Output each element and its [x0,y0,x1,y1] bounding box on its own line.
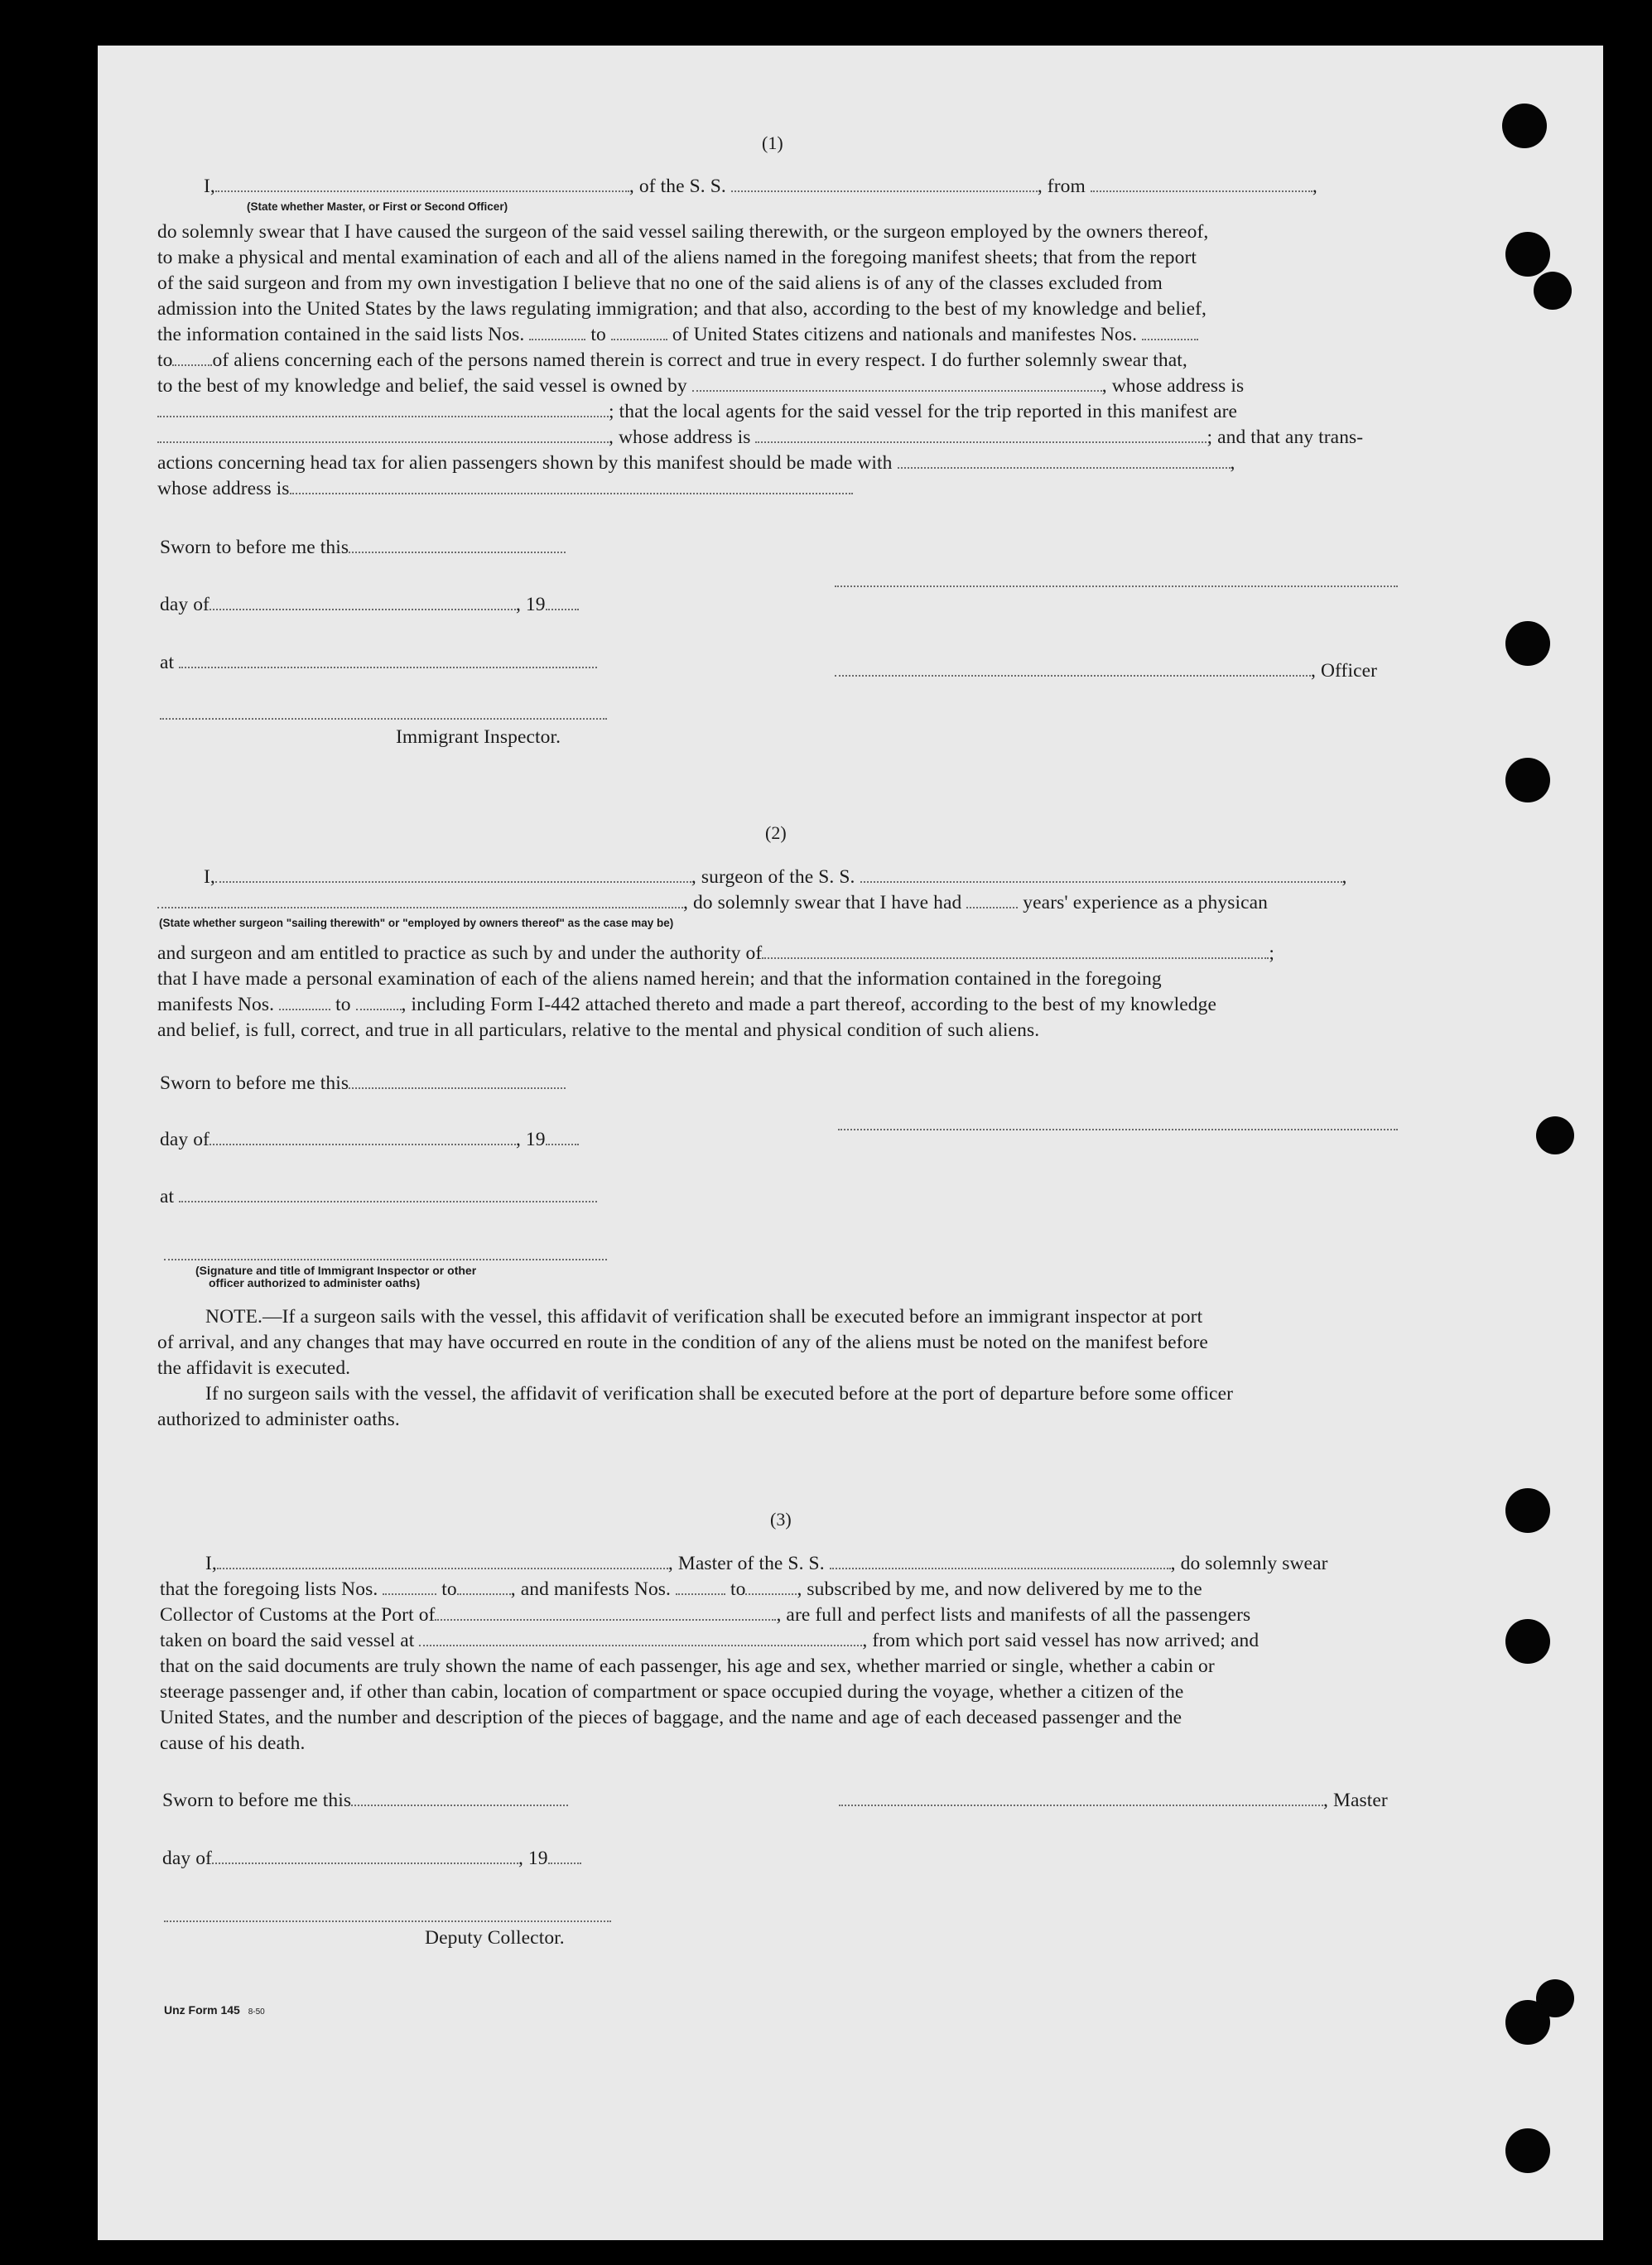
s1-year-field[interactable] [546,606,579,610]
s3-nineteen: , 19 [518,1848,548,1869]
punch-hole [1502,104,1547,148]
s1-l11-a: actions concerning head tax for alien passengers shown by this manifest should be made with [157,452,893,474]
s2-at [160,1186,597,1208]
s2-month-field[interactable] [210,1141,516,1145]
s3-l2-b: to [441,1578,457,1600]
s1-line-2: do solemnly swear that I have caused the surgeon of the said vessel sailing therewith, or the surgeon employed by the owners thereof, [157,221,1209,243]
head-tax-address-field[interactable] [290,490,853,494]
s1-dayof-label: day of [160,594,210,615]
s3-deputy-line[interactable] [164,1920,611,1922]
s3-l1-c: , do solemnly swear [1170,1553,1328,1574]
vessel-name-field[interactable] [731,188,1038,192]
master-name-field[interactable] [217,1565,668,1569]
s2-sworn [160,1072,566,1095]
s1-l12: whose address is [157,478,290,499]
customs-port-field[interactable] [435,1617,776,1621]
s1-l1-a: I, [204,176,215,197]
punch-hole [1536,1116,1574,1154]
s1-line-5: admission into the United States by the laws regulating immigration; and that also, according to the best of my knowledge and belief, [157,298,1207,320]
s1-nineteen: , 19 [515,594,546,615]
s2-l5-c: , including Form I-442 attached thereto and made a part thereof, according to the best of my knowledge [401,994,1217,1015]
s2-l1-a: I, [204,866,215,888]
punch-hole [1534,272,1572,310]
s1-l6-c: of United States citizens and nationals and manifestes Nos. [672,324,1138,345]
practice-authority-field[interactable] [762,955,1269,959]
s3-line-3 [160,1604,1250,1626]
s3-l2-a: that the foregoing lists Nos. [160,1578,378,1600]
s3-vessel-field[interactable] [830,1565,1171,1569]
s3-l2-c: , and manifests Nos. [510,1578,672,1600]
s3-line-5: that on the said documents are truly shown the name of each passenger, his age and sex, whether married or single, whether a cabin or [160,1655,1215,1677]
s2-line-3 [157,942,1274,965]
s1-at-label: at [160,652,175,673]
form-number-label: Unz Form 145 [164,2003,240,2017]
s2-line-6: and belief, is full, correct, and true in all particulars, relative to the mental and physical condition of such aliens. [157,1019,1040,1041]
s2-l1-b: , surgeon of the S. S. [691,866,855,888]
surgeon-type-field[interactable] [157,904,683,908]
s2-dayof-label: day of [160,1129,210,1150]
s1-line-4: of the said surgeon and from my own investigation I believe that no one of the said aliens is of any of the classes excluded from [157,272,1163,294]
s1-line-11 [157,452,1235,475]
manifests-from-field[interactable] [1142,336,1198,340]
s1-signature-line[interactable] [835,586,1398,587]
s2-note-4: If no surgeon sails with the vessel, the affidavit of verification shall be executed before at the port of departure before some officer [205,1383,1234,1405]
s2-line-5 [157,994,1216,1016]
s3-master-signature-field[interactable] [839,1802,1323,1806]
section-3-number: (3) [770,1509,792,1530]
punch-hole [1505,2000,1550,2045]
s2-note-5: authorized to administer oaths. [157,1409,400,1430]
s2-place-field[interactable] [179,1198,597,1202]
s3-sworn-day-field[interactable] [351,1802,568,1806]
s2-l3-b: ; [1269,942,1274,964]
s1-sworn [160,537,566,559]
s2-sig-note-2: officer authorized to administer oaths) [209,1276,421,1289]
surgeon-name-field[interactable] [215,879,691,883]
s3-master-label: , Master [1323,1790,1388,1811]
s3-lists-from-field[interactable] [383,1591,436,1595]
form-code: 8-50 [248,2007,265,2017]
manifests-to-field[interactable] [172,362,212,366]
punch-hole [1505,758,1550,802]
s2-inspector-line[interactable] [164,1259,607,1260]
s2-sworn-label: Sworn to before me this [160,1072,349,1094]
s3-dayof-label: day of [162,1848,212,1869]
section-2-number: (2) [765,822,787,843]
s2-sig-note-1: (Signature and title of Immigrant Inspector or other [195,1264,477,1277]
s1-l1-d: , [1312,176,1317,197]
embarkation-port-field[interactable] [419,1642,862,1646]
s3-l4-b: , from which port said vessel has now arrived; and [862,1630,1259,1651]
s3-sworn-label: Sworn to before me this [162,1790,352,1811]
s1-line-6 [157,324,1198,346]
s1-l8-b: , whose address is [1101,375,1245,397]
s2-l3-a: and surgeon and am entitled to practice as such by and under the authority of [157,942,763,964]
agents-address-field[interactable] [755,439,1206,443]
s3-l1-a: I, [205,1553,217,1574]
s2-manifests-to-field[interactable] [356,1006,402,1010]
s3-line-6: steerage passenger and, if other than cabin, location of compartment or space occupied during the voyage, whether a citizen of the [160,1681,1184,1703]
s1-line-9 [157,401,1237,423]
s3-month-field[interactable] [212,1860,518,1864]
s1-place-field[interactable] [179,664,597,668]
s1-l11-b: , [1230,452,1235,474]
s1-line-3: to make a physical and mental examination of each and all of the aliens named in the foregoing manifest sheets; that from the report [157,247,1197,268]
local-agents-field[interactable] [157,439,609,443]
form-page [98,46,1603,2240]
s1-l7-a: to [157,349,173,371]
form-number [164,2003,265,2017]
s2-line-2 [157,892,1268,914]
s3-lists-to-field[interactable] [457,1591,511,1595]
s1-sworn-label: Sworn to before me this [160,537,349,558]
s1-l9: ; that the local agents for the said vessel for the trip reported in this manifest are [609,401,1238,422]
s2-manifests-from-field[interactable] [279,1006,330,1010]
s3-line-2 [160,1578,1202,1601]
s1-inspector-line[interactable] [160,718,607,720]
s2-nineteen: , 19 [515,1129,546,1150]
years-experience-field[interactable] [966,904,1018,908]
s1-l7-b: of aliens concerning each of the persons named therein is correct and true in every respect. I do further solemnly swear that, [212,349,1187,371]
s1-l1-c: , from [1037,176,1086,197]
s3-manifests-from-field[interactable] [676,1591,725,1595]
s2-l5-a: manifests Nos. [157,994,275,1015]
s3-manifests-to-field[interactable] [745,1591,797,1595]
s2-sworn-day-field[interactable] [349,1085,566,1089]
s2-dayof [160,1129,579,1151]
s2-l1-c: , [1341,866,1347,888]
s3-line-1 [205,1553,1328,1575]
s3-l2-e: , subscribed by me, and now delivered by me to the [797,1578,1202,1600]
s1-l6-a: the information contained in the said lists Nos. [157,324,525,345]
punch-hole [1505,1619,1550,1664]
s3-year-field[interactable] [548,1860,581,1864]
s1-dayof [160,594,579,616]
s2-signature-line[interactable] [838,1129,1398,1130]
owner-address-field[interactable] [157,413,609,417]
s1-l10-a: , whose address is [609,426,751,448]
lists-to-field[interactable] [611,336,667,340]
s1-officer-line [835,660,1377,682]
s2-year-field[interactable] [546,1141,579,1145]
owner-name-field[interactable] [692,388,1102,392]
s3-line-4 [160,1630,1259,1652]
s1-inspector-label: Immigrant Inspector. [396,726,561,748]
s2-l5-b: to [335,994,351,1015]
s3-dayof [162,1848,581,1870]
s2-at-label: at [160,1186,175,1207]
s1-line-7 [157,349,1187,372]
punch-hole [1505,2128,1550,2173]
s2-line-1 [204,866,1346,889]
s2-note-1: NOTE.—If a surgeon sails with the vessel, this affidavit of verification shall be executed before an immigrant inspector at port [205,1306,1203,1328]
s2-line-4: that I have made a personal examination of each of the aliens named herein; and that the information contained in the foregoing [157,968,1162,990]
s3-l3-a: Collector of Customs at the Port of [160,1604,436,1626]
s1-line-10 [157,426,1363,449]
s2-surgeon-note: (State whether surgeon "sailing therewith" or "employed by owners thereof" as the case may be) [159,917,674,929]
punch-hole [1505,232,1550,277]
s3-deputy-label: Deputy Collector. [425,1927,565,1949]
s1-line-8 [157,375,1244,398]
punch-hole [1505,621,1550,666]
s3-line-7: United States, and the number and description of the pieces of baggage, and the name and age of each deceased passenger and the [160,1707,1182,1728]
s3-l4-a: taken on board the said vessel at [160,1630,415,1651]
s1-officer-signature-field[interactable] [835,672,1311,677]
s2-note-3: the affidavit is executed. [157,1357,351,1379]
s2-l2-a: , do solemnly swear that I have had [683,892,962,913]
section-1-number: (1) [762,133,783,153]
s1-officer-label: , Officer [1311,660,1378,682]
s1-l8-a: to the best of my knowledge and belief, the said vessel is owned by [157,375,687,397]
lists-from-field[interactable] [529,336,585,340]
punch-hole [1505,1488,1550,1533]
s1-sworn-day-field[interactable] [349,549,566,553]
s1-month-field[interactable] [210,606,516,610]
s3-sworn [162,1790,568,1812]
s2-note-2: of arrival, and any changes that may have occurred en route in the condition of any of the aliens must be noted on the manifest before [157,1332,1208,1353]
s1-l1-b: , of the S. S. [629,176,726,197]
s3-l3-b: , are full and perfect lists and manifests of all the passengers [776,1604,1251,1626]
s1-line-1 [204,176,1317,198]
s1-officer-note: (State whether Master, or First or Second Officer) [247,200,508,213]
s1-l10-b: ; and that any trans- [1206,426,1364,448]
s1-line-12 [157,478,853,500]
s3-l1-b: , Master of the S. S. [667,1553,825,1574]
s3-master-line [839,1790,1388,1812]
head-tax-contact-field[interactable] [898,465,1231,469]
s1-at [160,652,597,674]
s3-line-8: cause of his death. [160,1732,306,1754]
from-port-field[interactable] [1091,188,1312,192]
s2-vessel-field[interactable] [860,879,1342,883]
s1-l6-b: to [590,324,606,345]
officer-title-field[interactable] [215,188,629,192]
s3-l2-d: to [730,1578,746,1600]
s2-l2-b: years' experience as a physican [1023,892,1269,913]
